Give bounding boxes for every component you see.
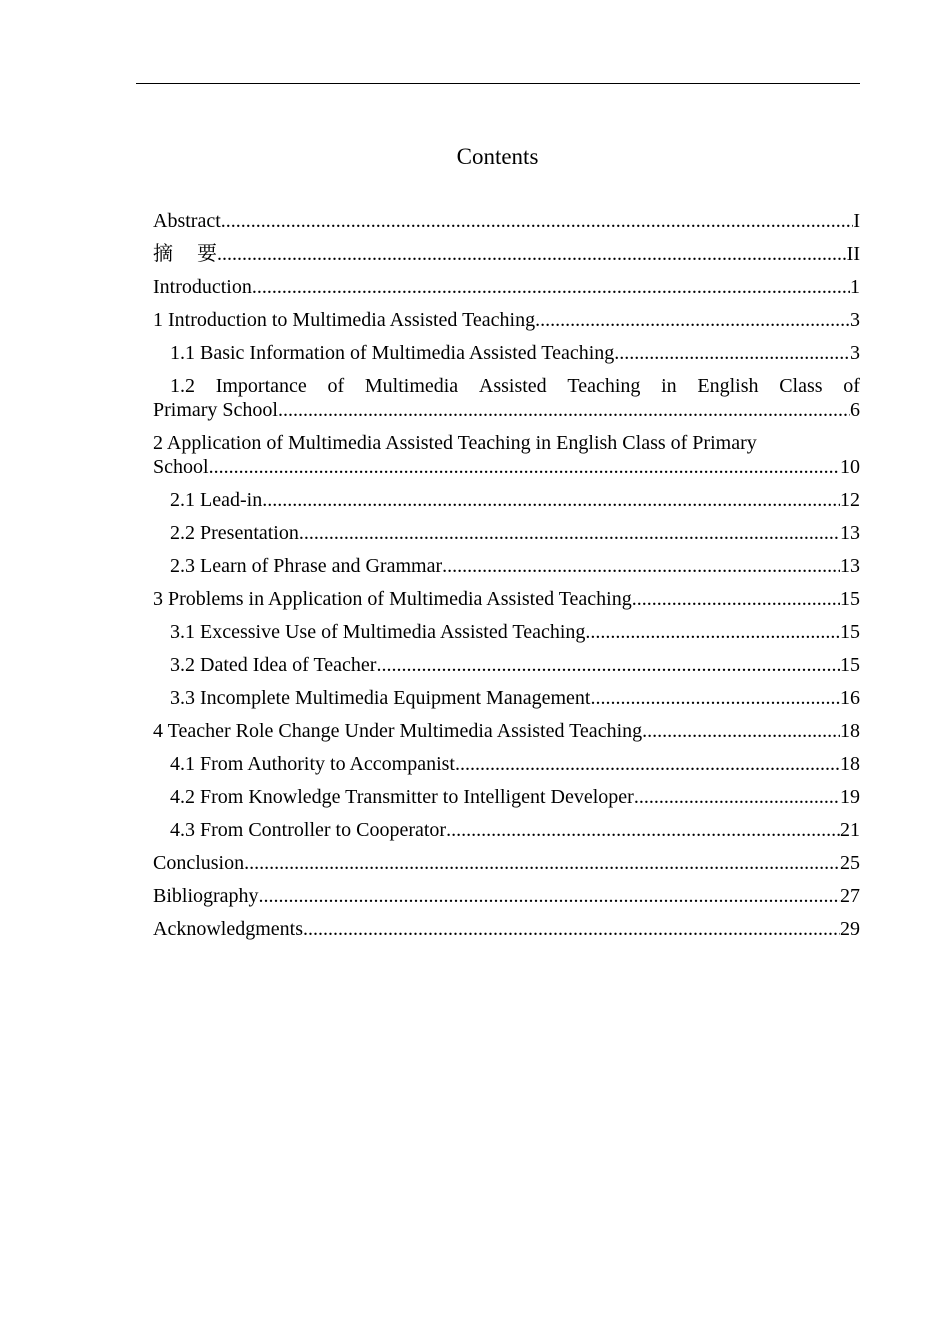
toc-label: 3 Problems in Application of Multimedia Assisted Teaching (153, 588, 632, 610)
toc-label: 4.2 From Knowledge Transmitter to Intelligent Developer (170, 786, 634, 808)
toc-entry-section-2-2[interactable] (153, 521, 860, 545)
toc-entry-section-2-3[interactable] (153, 554, 860, 578)
toc-label: 1 Introduction to Multimedia Assisted Teaching (153, 309, 536, 331)
toc-leader (376, 653, 840, 677)
toc-label-char: 要 (197, 243, 217, 265)
toc-label-line-2: School (153, 456, 209, 478)
toc-word: of (327, 375, 345, 397)
toc-label: 4.1 From Authority to Accompanist (170, 753, 455, 775)
header-rule (136, 83, 860, 84)
toc-page-number: 19 (840, 786, 860, 808)
toc-page-number: 15 (840, 588, 860, 610)
toc-label-line-2: Primary School (153, 399, 278, 421)
toc-entry-section-1-1[interactable] (153, 341, 860, 365)
toc-entry-chapter-1[interactable] (153, 308, 860, 332)
toc-leader (632, 587, 840, 611)
toc-leader (259, 884, 840, 908)
toc-page-number: 27 (840, 885, 860, 907)
toc-leader (455, 752, 840, 776)
toc-leader (209, 455, 840, 479)
toc-leader (252, 275, 850, 299)
toc-page-number: 3 (850, 342, 860, 364)
toc-entry-section-3-3[interactable] (153, 686, 860, 710)
toc-word: Class (779, 375, 823, 397)
toc-leader (590, 686, 840, 710)
toc-page-number: 13 (840, 555, 860, 577)
toc-leader (221, 209, 854, 233)
toc-leader (634, 785, 840, 809)
toc-word: Multimedia (364, 375, 459, 397)
toc-entry-section-3-1[interactable] (153, 620, 860, 644)
toc-entry-section-3-2[interactable] (153, 653, 860, 677)
toc-word: in (661, 375, 677, 397)
toc-leader (278, 398, 850, 422)
toc-label: 3.2 Dated Idea of Teacher (170, 654, 377, 676)
page-title: Contents (456, 144, 539, 169)
toc-label: 2.2 Presentation (170, 522, 299, 544)
toc-entry-acknowledgments[interactable] (153, 917, 860, 941)
toc-word: Teaching (567, 375, 641, 397)
toc-label: 3.1 Excessive Use of Multimedia Assisted Teaching (170, 621, 586, 643)
toc-word: of (843, 375, 860, 397)
toc-label: Bibliography (153, 885, 259, 907)
toc-leader (299, 521, 840, 545)
toc-word: Assisted (478, 375, 547, 397)
toc-entry-section-4-1[interactable] (153, 752, 860, 776)
toc-page-number: 6 (850, 399, 860, 421)
toc-label: Abstract (153, 210, 221, 232)
toc-word: Importance (215, 375, 307, 397)
toc-entry-section-1-2[interactable] (153, 374, 860, 422)
toc-entry-zhaiyao[interactable] (153, 242, 860, 266)
toc-leader (217, 242, 847, 266)
toc-page-number: 25 (840, 852, 860, 874)
toc-label-line-1: 2 Application of Multimedia Assisted Teaching in English Class of Primary (153, 432, 757, 454)
toc-leader (244, 851, 840, 875)
toc-entry-chapter-3[interactable] (153, 587, 860, 611)
toc-leader (535, 308, 850, 332)
toc-page-number: II (846, 243, 860, 265)
toc-label-char: 摘 (153, 243, 173, 265)
toc-leader (303, 917, 840, 941)
toc-label: 3.3 Incomplete Multimedia Equipment Management (170, 687, 591, 709)
toc-entry-abstract[interactable] (153, 209, 860, 233)
toc-page-number: 3 (850, 309, 860, 331)
toc-page-number: 12 (840, 489, 860, 511)
toc-page-number: 21 (840, 819, 860, 841)
toc-entry-chapter-4[interactable] (153, 719, 860, 743)
toc-entry-introduction[interactable] (153, 275, 860, 299)
toc-leader (642, 719, 840, 743)
toc-page-number: 10 (840, 456, 860, 478)
toc-page-number: 18 (840, 720, 860, 742)
toc-page-number: 15 (840, 621, 860, 643)
toc-entry-chapter-2[interactable] (153, 431, 860, 479)
toc-label: Conclusion (153, 852, 245, 874)
toc-page-number: 13 (840, 522, 860, 544)
toc-label: Introduction (153, 276, 252, 298)
toc-label: 2.3 Learn of Phrase and Grammar (170, 555, 443, 577)
toc-leader (446, 818, 840, 842)
toc-leader (585, 620, 840, 644)
table-of-contents (153, 209, 860, 950)
toc-word: English (697, 375, 759, 397)
toc-page-number: 18 (840, 753, 860, 775)
toc-word: 1.2 (170, 375, 195, 397)
toc-page-number: 15 (840, 654, 860, 676)
toc-label: 1.1 Basic Information of Multimedia Assisted Teaching (170, 342, 615, 364)
toc-label-line-1 (153, 374, 860, 398)
toc-entry-section-4-3[interactable] (153, 818, 860, 842)
toc-page-number: 16 (840, 687, 860, 709)
toc-leader (442, 554, 840, 578)
toc-entry-conclusion[interactable] (153, 851, 860, 875)
toc-leader (262, 488, 840, 512)
toc-page-number: 1 (850, 276, 860, 298)
toc-label: 4.3 From Controller to Cooperator (170, 819, 447, 841)
toc-label: 4 Teacher Role Change Under Multimedia Assisted Teaching (153, 720, 643, 742)
toc-entry-section-2-1[interactable] (153, 488, 860, 512)
toc-page-number: 29 (840, 918, 860, 940)
toc-label (153, 242, 217, 266)
toc-leader (614, 341, 850, 365)
toc-entry-section-4-2[interactable] (153, 785, 860, 809)
toc-label: Acknowledgments (153, 918, 303, 940)
toc-page-number: I (853, 210, 860, 232)
toc-entry-bibliography[interactable] (153, 884, 860, 908)
toc-label: 2.1 Lead-in (170, 489, 263, 511)
